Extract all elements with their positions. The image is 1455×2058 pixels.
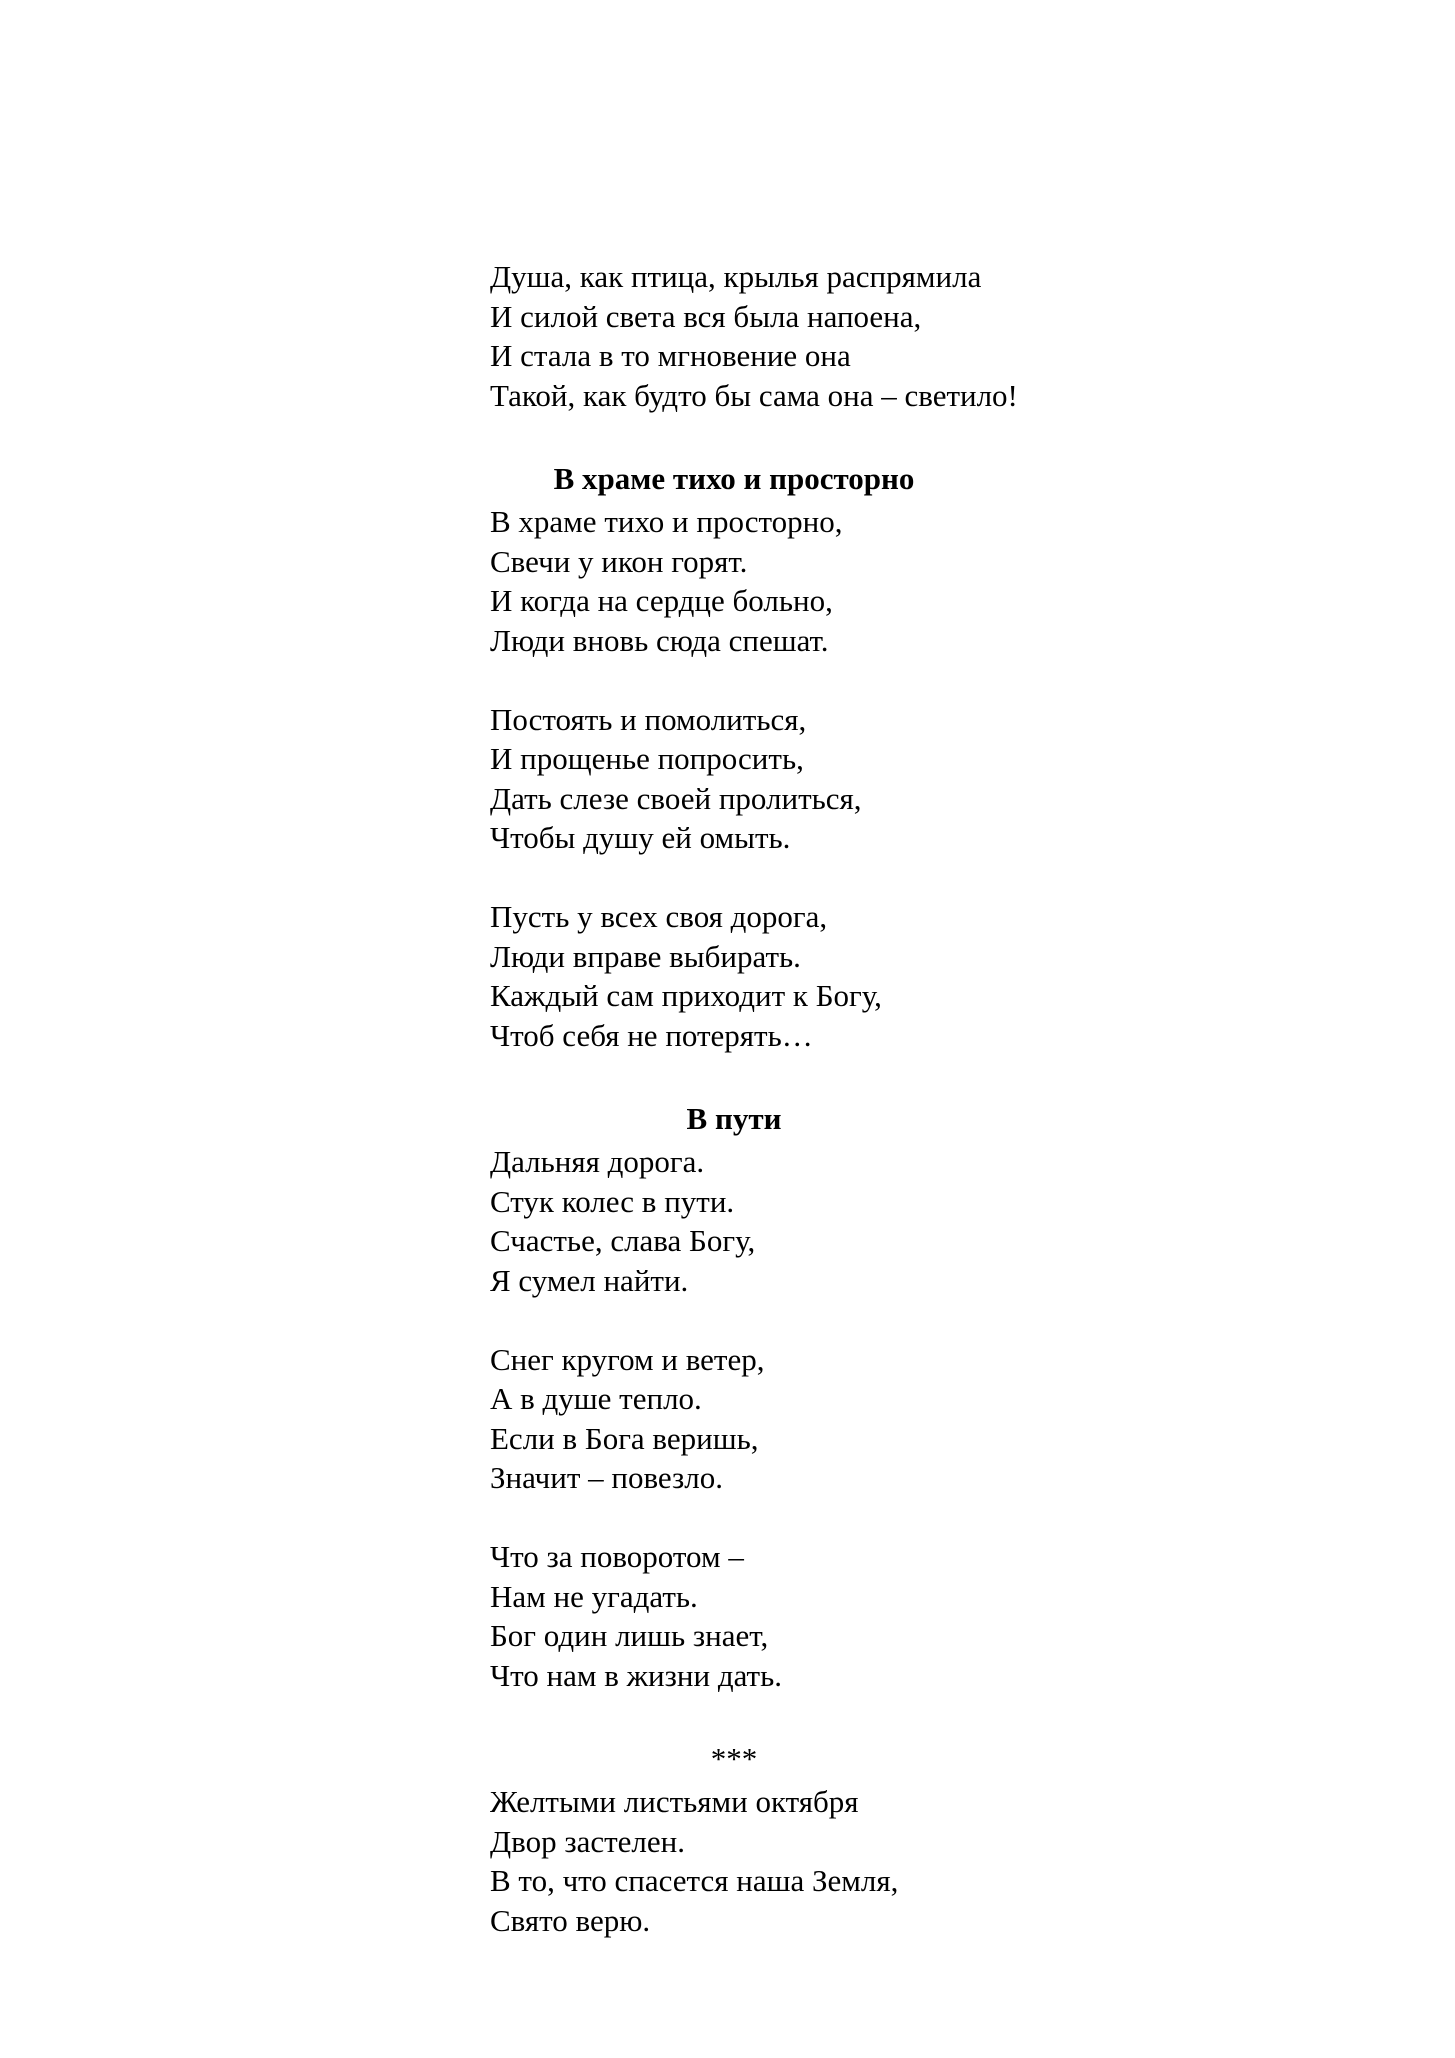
stanza [490,1537,1130,1695]
poem-line: Снег кругом и ветер, [490,1341,765,1377]
poem-line: А в душе тепло. [490,1381,702,1416]
poem-line: Бог один лишь знает, [490,1618,769,1653]
poem-line: Каждый сам приходит к Богу, [490,978,882,1013]
poem-line: И прощенье попросить, [490,741,804,776]
poem-line: Я сумел найти. [490,1262,689,1298]
poem-line: Дать слезе своей пролиться, [490,780,862,816]
stanza-gap [490,1695,1130,1735]
poem-line: Дальняя дорога. [490,1144,705,1179]
poem-line: Свечи у икон горят. [490,543,748,579]
stanza-gap [490,1300,1130,1340]
stanza-gap [490,660,1130,700]
stanza [490,1142,1130,1300]
poem-line: Что за поворотом – [490,1539,744,1574]
poem-line: Постоять и помолиться, [490,701,807,737]
poem-line: Что нам в жизни дать. [490,1657,782,1693]
poem-line: Двор застелен. [490,1823,685,1859]
poem-line: Люди вправе выбирать. [490,938,801,974]
poem-line: В храме тихо и просторно, [490,504,843,539]
poem-line: Чтобы душу ей омыть. [490,820,791,855]
stanza [490,1340,1130,1498]
poem-line: В то, что спасется наша Земля, [490,1863,899,1898]
stanza-gap [490,1055,1130,1095]
poem-line: Такой, как будто бы сама она – светило! [490,377,1018,413]
poem-line: Значит – повезло. [490,1460,724,1495]
stanza [490,700,1130,858]
poem-separator-stars: *** [710,1740,758,1776]
stanza [490,502,1130,660]
stanza-gap [490,1498,1130,1538]
stanza-gap [490,415,1130,455]
poem-line: Пусть у всех своя дорога, [490,899,828,934]
poem-line: Если в Бога веришь, [490,1420,759,1456]
poem-line: Стук колес в пути. [490,1183,735,1219]
poem-line: Душа, как птица, крылья распрямила [490,259,982,294]
intro-stanza [490,257,1130,415]
poem-title: В храме тихо и просторно [553,460,915,496]
stanza [490,1782,1130,1940]
poem-line: И силой света вся была напоена, [490,298,922,334]
stanza [490,897,1130,1055]
poem-line: Счастье, слава Богу, [490,1223,756,1258]
poem-line: Свято верю. [490,1902,651,1938]
stanza-gap [490,858,1130,898]
poem-line: Нам не угадать. [490,1578,698,1614]
poem-line: Желтыми листьями октября [490,1784,859,1819]
poem-line: И стала в то мгновение она [490,338,851,373]
poem-line: Чтоб себя не потерять… [490,1017,813,1053]
poem-column [490,257,1130,1940]
poem-line: Люди вновь сюда спешат. [490,622,829,658]
poem-line: И когда на сердце больно, [490,583,833,618]
poem-title: В пути [686,1100,782,1136]
